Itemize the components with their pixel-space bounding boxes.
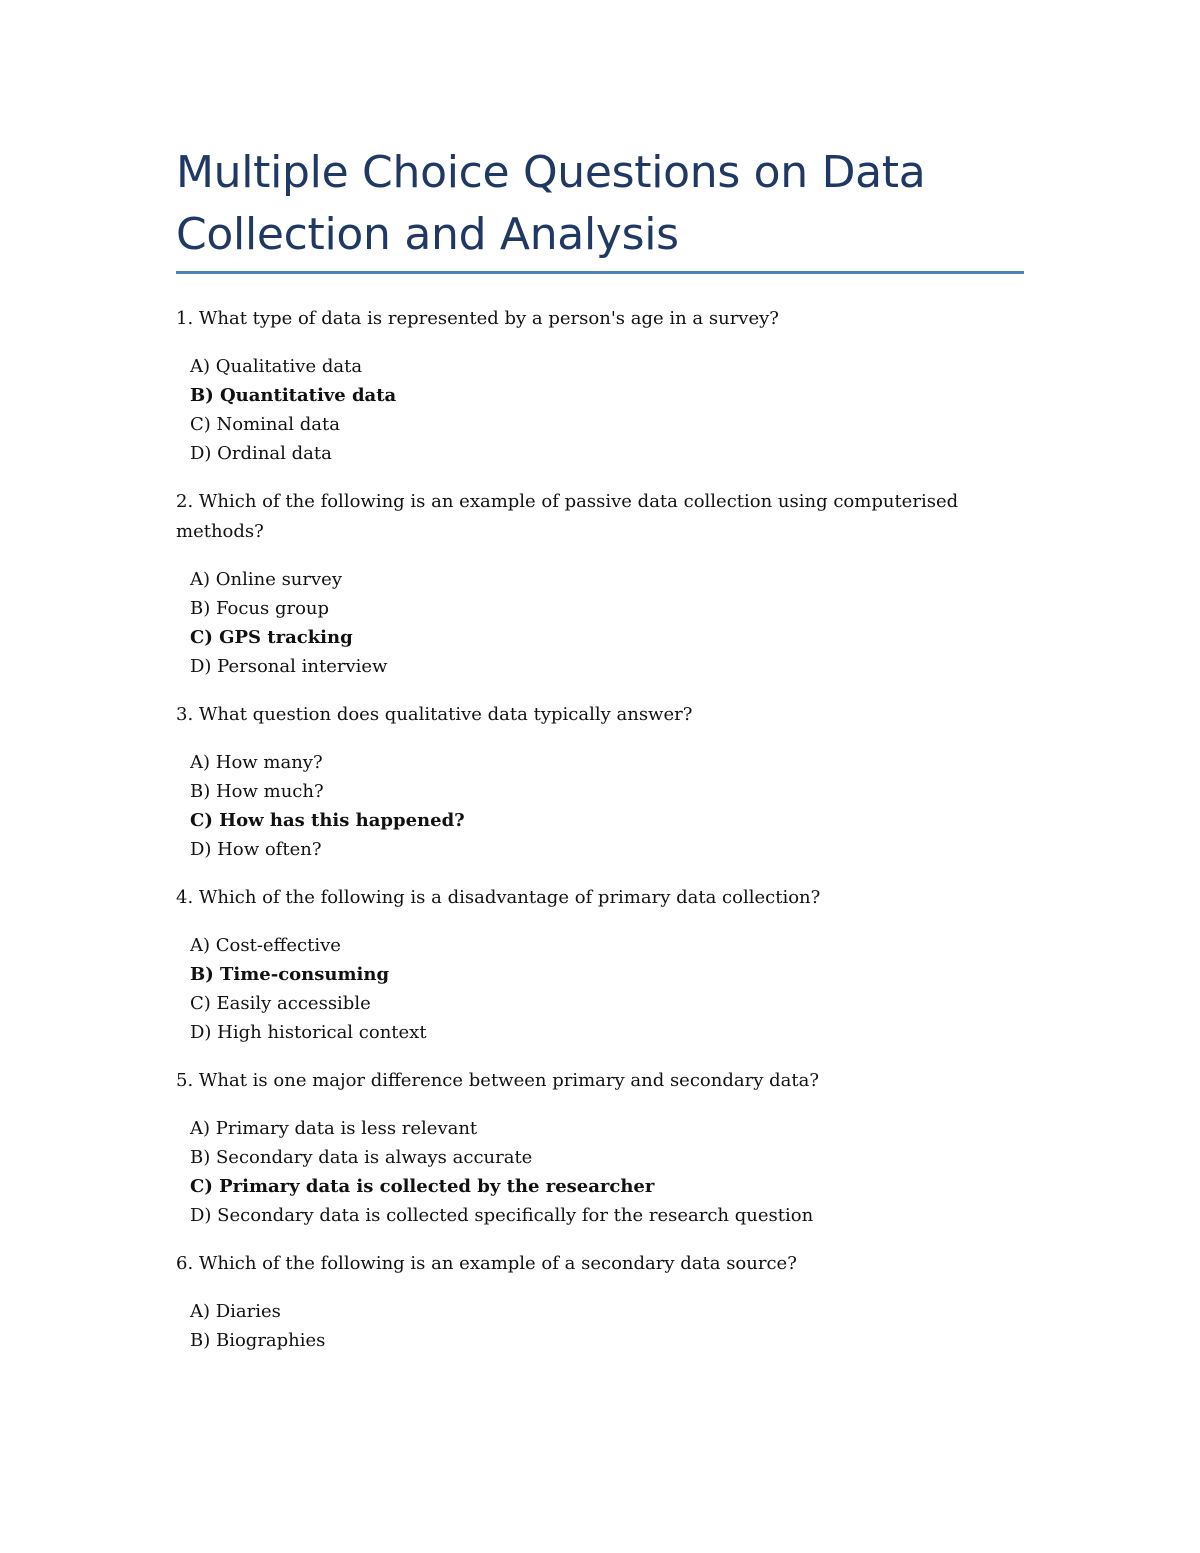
answer-option: D) How often? [190, 839, 322, 860]
answer-option: D) High historical context [190, 1022, 427, 1043]
page-title: Multiple Choice Questions on Data Collection and Analysis [176, 147, 926, 260]
answer-option: A) Diaries [190, 1301, 281, 1322]
question-text: 4. Which of the following is a disadvantage of primary data collection? [176, 887, 821, 908]
answer-option: A) Cost-effective [190, 935, 341, 956]
answer-option: D) Ordinal data [190, 443, 332, 464]
answer-option: A) How many? [190, 752, 323, 773]
answer-options [176, 748, 1024, 864]
answer-option: D) Secondary data is collected specifically for the research question [190, 1205, 814, 1226]
question-text: 1. What type of data is represented by a person's age in a survey? [176, 308, 779, 329]
question-block [176, 1066, 1024, 1230]
answer-options [176, 931, 1024, 1047]
question-list [176, 304, 1024, 1374]
question-text: 3. What question does qualitative data typically answer? [176, 704, 693, 725]
answer-options [176, 1297, 1024, 1355]
answer-options [176, 1114, 1024, 1230]
answer-option: B) How much? [190, 781, 324, 802]
question-block [176, 304, 1024, 468]
answer-option: B) Biographies [190, 1330, 326, 1351]
answer-option: A) Qualitative data [190, 356, 363, 377]
correct-answer-option: C) Primary data is collected by the researcher [190, 1176, 655, 1197]
correct-answer-option: B) Quantitative data [190, 385, 397, 406]
answer-option: C) Easily accessible [190, 993, 371, 1014]
correct-answer-option: C) How has this happened? [190, 810, 465, 831]
answer-option: D) Personal interview [190, 656, 388, 677]
answer-option: A) Online survey [190, 569, 342, 590]
question-text: 5. What is one major difference between primary and secondary data? [176, 1070, 819, 1091]
title-block [176, 142, 1024, 266]
question-text: 2. Which of the following is an example of passive data collection using computerised methods? [176, 491, 959, 542]
answer-options [176, 352, 1024, 468]
answer-option: C) Nominal data [190, 414, 340, 435]
title-underline [176, 271, 1024, 274]
question-block [176, 883, 1024, 1047]
answer-option: B) Focus group [190, 598, 330, 619]
correct-answer-option: C) GPS tracking [190, 627, 353, 648]
question-block [176, 700, 1024, 864]
question-block [176, 1249, 1024, 1355]
question-block [176, 487, 1024, 681]
correct-answer-option: B) Time-consuming [190, 964, 390, 985]
answer-option: B) Secondary data is always accurate [190, 1147, 533, 1168]
answer-options [176, 565, 1024, 681]
answer-option: A) Primary data is less relevant [190, 1118, 478, 1139]
question-text: 6. Which of the following is an example of a secondary data source? [176, 1253, 797, 1274]
